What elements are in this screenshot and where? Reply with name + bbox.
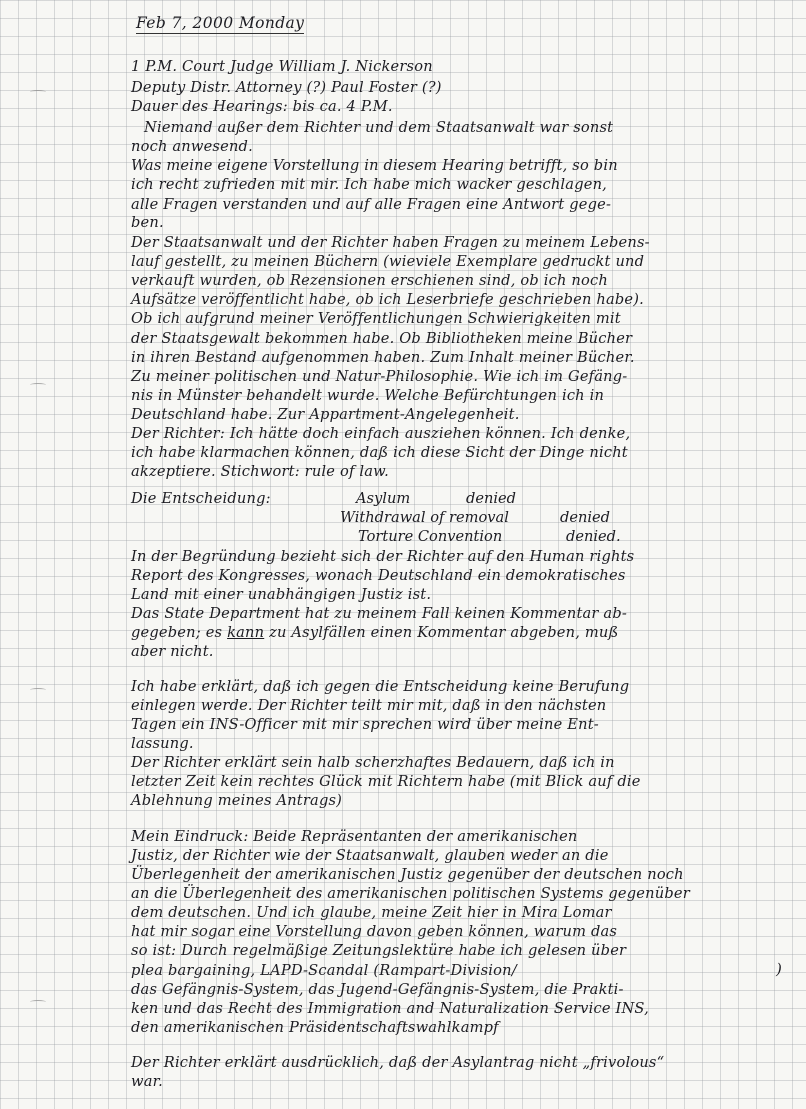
text-line: Ich habe erklärt, daß ich gegen die Entscheidung keine Berufung: [131, 678, 630, 695]
text-line: aber nicht.: [131, 643, 214, 660]
text-line: Der Richter erklärt sein halb scherzhaftes Bedauern, daß ich in: [131, 754, 615, 771]
text-line: Das State Department hat zu meinem Fall keinen Kommentar ab-: [131, 605, 628, 622]
text-line: an die Überlegenheit des amerikanischen politischen Systems gegenüber: [131, 885, 690, 902]
text-line: nis in Münster behandelt wurde. Welche Befürchtungen ich in: [131, 387, 605, 404]
text-line: lassung.: [131, 735, 194, 752]
text-line: noch anwesend.: [131, 138, 253, 155]
underlined-word: kann: [227, 624, 265, 641]
text-line: Deutschland habe. Zur Appartment-Angelegenheit.: [131, 406, 520, 423]
text-line: akzeptiere. Stichwort: rule of law.: [131, 463, 389, 480]
text-line: 1 P.M. Court Judge William J. Nickerson: [131, 58, 433, 75]
text-line: hat mir sogar eine Vorstellung davon geben können, warum das: [131, 923, 618, 940]
text-line: Was meine eigene Vorstellung in diesem Hearing betrifft, so bin: [131, 157, 618, 174]
decision-label: Die Entscheidung:: [131, 490, 271, 507]
punch-hole-mark: [30, 688, 46, 692]
text-line: den amerikanischen Präsidentschaftswahlkampf: [131, 1019, 499, 1036]
text-fragment: gegeben; es: [131, 624, 223, 641]
text-line: das Gefängnis-System, das Jugend-Gefängnis-System, die Prakti-: [131, 981, 624, 998]
text-line: Aufsätze veröffentlicht habe, ob ich Leserbriefe geschrieben habe).: [131, 291, 644, 308]
text-line: Überlegenheit der amerikanischen Justiz gegenüber der deutschen noch: [131, 866, 684, 883]
text-line: ben.: [131, 214, 164, 231]
punch-hole-mark: [30, 1000, 46, 1004]
text-line: dem deutschen. Und ich glaube, meine Zeit hier in Mira Lomar: [131, 904, 612, 921]
text-line: Justiz, der Richter wie der Staatsanwalt, glauben weder an die: [131, 847, 609, 864]
text-line: Report des Kongresses, wonach Deutschland ein demokratisches: [131, 567, 626, 584]
text-line: Land mit einer unabhängigen Justiz ist.: [131, 586, 432, 603]
text-line: Der Richter erklärt ausdrücklich, daß der Asylantrag nicht „frivolous“: [131, 1054, 665, 1071]
decision-item: Withdrawal of removal: [340, 509, 509, 526]
text-line: letzter Zeit kein rechtes Glück mit Richtern habe (mit Blick auf die: [131, 773, 641, 790]
text-line: Tagen ein INS-Officer mit mir sprechen wird über meine Ent-: [131, 716, 599, 733]
text-line: einlegen werde. Der Richter teilt mir mit, daß in den nächsten: [131, 697, 607, 714]
entry-date: Feb 7, 2000 Monday: [136, 14, 305, 32]
text-line: plea bargaining, LAPD-Scandal (Rampart-Division/: [131, 962, 517, 979]
text-fragment: zu Asylfällen einen Kommentar abgeben, muß: [269, 624, 619, 641]
text-line: Deputy Distr. Attorney (?) Paul Foster (?): [131, 79, 442, 96]
text-line: lauf gestellt, zu meinen Büchern (wieviele Exemplare gedruckt und: [131, 253, 645, 270]
decision-item: Torture Convention: [358, 528, 503, 545]
text-line: Zu meiner politischen und Natur-Philosophie. Wie ich im Gefäng-: [131, 368, 628, 385]
text-line: verkauft wurden, ob Rezensionen erschienen sind, ob ich noch: [131, 272, 608, 289]
text-line: war.: [131, 1073, 164, 1090]
text-line: alle Fragen verstanden und auf alle Fragen eine Antwort gege-: [131, 196, 612, 213]
decision-result: denied: [466, 490, 517, 507]
text-line: Ablehnung meines Antrags): [131, 792, 343, 809]
text-line: Der Staatsanwalt und der Richter haben Fragen zu meinem Lebens-: [131, 234, 650, 251]
text-line: Niemand außer dem Richter und dem Staatsanwalt war sonst: [144, 119, 614, 136]
text-line: in ihren Bestand aufgenommen haben. Zum Inhalt meiner Bücher.: [131, 349, 635, 366]
text-line: Der Richter: Ich hätte doch einfach ausziehen können. Ich denke,: [131, 425, 631, 442]
text-line: Mein Eindruck: Beide Repräsentanten der amerikanischen: [131, 828, 578, 845]
text-line: ich recht zufrieden mit mir. Ich habe mich wacker geschlagen,: [131, 176, 608, 193]
text-line: Dauer des Hearings: bis ca. 4 P.M.: [131, 98, 393, 115]
punch-hole-mark: [30, 383, 46, 387]
closing-bracket: ): [776, 960, 782, 978]
text-line: [131, 624, 618, 641]
decision-result: denied.: [566, 528, 621, 545]
text-line: der Staatsgewalt bekommen habe. Ob Bibliotheken meine Bücher: [131, 330, 633, 347]
text-line: ich habe klarmachen können, daß ich diese Sicht der Dinge nicht: [131, 444, 628, 461]
text-line: so ist: Durch regelmäßige Zeitungslektüre habe ich gelesen über: [131, 942, 627, 959]
text-line: In der Begründung bezieht sich der Richter auf den Human rights: [131, 548, 635, 565]
punch-hole-mark: [30, 90, 46, 94]
decision-item: Asylum: [356, 490, 411, 507]
text-line: ken und das Recht des Immigration and Naturalization Service INS,: [131, 1000, 649, 1017]
decision-result: denied: [560, 509, 611, 526]
text-line: Ob ich aufgrund meiner Veröffentlichungen Schwierigkeiten mit: [131, 310, 621, 327]
